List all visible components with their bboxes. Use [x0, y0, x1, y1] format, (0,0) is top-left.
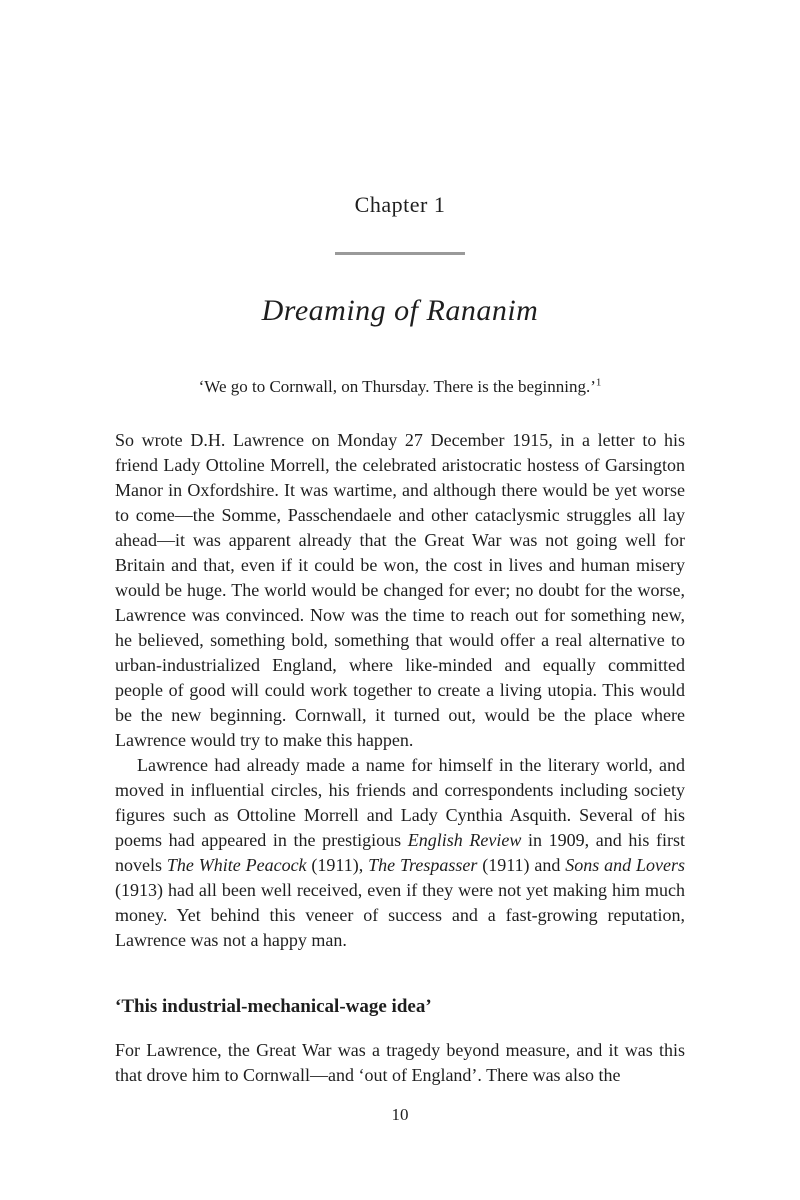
section-body-text: [115, 1038, 685, 1088]
page-number: 10: [391, 1105, 409, 1124]
footnote-marker: 1: [595, 376, 602, 389]
text-run: (1911) and: [477, 855, 566, 875]
text-run: For Lawrence, the Great War was a tragedy beyond measure, and it was this that drove him to Cornwall—and ‘out of England’. There was also the: [115, 1040, 685, 1085]
text-run: in 1909, and his first novels: [115, 830, 685, 875]
chapter-title: Dreaming of Rananim: [261, 294, 539, 327]
page-content-column: [115, 0, 685, 1088]
text-run: Lawrence had already made a name for himself in the literary world, and moved in influential circles, his friends and correspondents including society figures such as Ottoline Morrell and Lady Cynthia Asquith. Several of his poems had appeared in the prestigious: [115, 755, 685, 850]
text-run: (1913) had all been well received, even if they were not yet making him much money. Yet behind this veneer of success and a fast-growing reputation, Lawrence was not a happy man.: [115, 880, 685, 950]
body-text: [115, 428, 685, 953]
italic-text-run: English Review: [407, 830, 522, 850]
italic-text-run: The White Peacock: [166, 855, 307, 875]
italic-text-run: The Trespasser: [368, 855, 478, 875]
italic-text-run: Sons and Lovers: [565, 855, 686, 875]
section-heading: ‘This industrial-mechanical-wage idea’: [115, 996, 432, 1017]
chapter-divider-rule: [335, 252, 465, 255]
paragraph: [115, 428, 685, 753]
paragraph: [115, 753, 685, 953]
epigraph-text: ‘We go to Cornwall, on Thursday. There is the beginning.’: [198, 377, 596, 396]
paragraph: [115, 1038, 685, 1088]
chapter-label: Chapter 1: [354, 192, 446, 217]
text-run: (1911),: [306, 855, 369, 875]
epigraph: [115, 376, 685, 397]
text-run: So wrote D.H. Lawrence on Monday 27 December 1915, in a letter to his friend Lady Ottoline Morrell, the celebrated aristocratic hostess of Garsington Manor in Oxfordshire. It was wartime, and although there would be yet worse to come—the Somme, Passchendaele and other cataclysmic struggles all lay ahead—it was apparent already that the Great War was not going well for Britain and that, even if it could be won, the cost in lives and human misery would be huge. The world would be changed for ever; no doubt for the worse, Lawrence was convinced. Now was the time to reach out for something new, he believed, something bold, something that would offer a real alternative to urban-industrialized England, where like-minded and equally committed people of good will could work together to create a living utopia. This would be the new beginning. Cornwall, it turned out, would be the place where Lawrence would try to make this happen.: [115, 430, 685, 750]
